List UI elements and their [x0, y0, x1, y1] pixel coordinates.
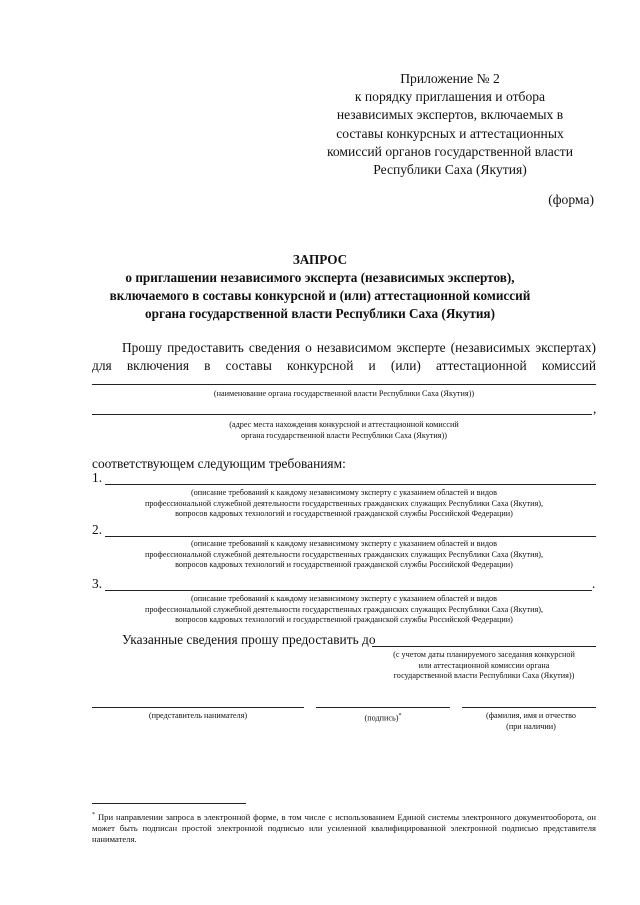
appendix-line: к порядку приглашения и отбора: [354, 89, 546, 105]
footnote-separator: [92, 803, 246, 804]
representative-field-line: [92, 707, 304, 708]
form-label: (форма): [548, 192, 594, 207]
requirement-number: 3.: [92, 576, 103, 591]
requirement-caption-line: профессиональной служебной деятельности государственных гражданских служащих Республики Саха (Якутия),: [144, 498, 544, 508]
full-name-caption-line: (при наличии): [506, 721, 556, 731]
appendix-line: независимых экспертов, включаемых в: [336, 107, 564, 123]
requirement-caption: [92, 594, 596, 626]
requirement-end-mark: .: [592, 576, 596, 591]
appendix-header: [300, 70, 600, 179]
requirements-intro: соответствующем следующим требованиям:: [92, 456, 346, 471]
requirement-number: 2.: [92, 522, 103, 537]
title-line: о приглашении независимого эксперта (независимых экспертов),: [125, 270, 515, 285]
footnote-marker: *: [398, 713, 402, 719]
full-name-caption-line: (фамилия, имя и отчество: [486, 711, 576, 720]
address-caption-line: органа государственной власти Республики Саха (Якутия)): [241, 430, 447, 440]
org-name-caption: (наименование органа государственной власти Республики Саха (Якутия)): [213, 389, 475, 398]
signature-field-line: [316, 707, 450, 708]
deadline-caption: [368, 650, 600, 682]
footnote: [92, 810, 596, 845]
representative-caption: (представитель нанимателя): [148, 711, 248, 720]
requirement-caption: [92, 539, 596, 571]
requirement-caption-line: (описание требований к каждому независимому эксперту с указанием областей и видов: [190, 488, 498, 497]
title-line: включаемого в составы конкурсной и (или) аттестационной комиссий: [109, 288, 531, 303]
deadline-field-line: [372, 646, 596, 647]
appendix-line: Приложение № 2: [400, 71, 500, 86]
requirement-caption-line: вопросов кадровых технологий и государственной гражданской службы Российской Федерации): [175, 509, 513, 519]
deadline-caption-line: или аттестационной комиссии органа: [418, 660, 550, 670]
full-name-field-line: [462, 707, 596, 708]
requirement-caption-line: вопросов кадровых технологий и государственной гражданской службы Российской Федерации): [175, 615, 513, 625]
deadline-caption-line: государственной власти Республики Саха (Якутия)): [393, 671, 575, 681]
appendix-line: комиссий органов государственной власти: [326, 143, 574, 159]
appendix-line: составы конкурсных и аттестационных: [336, 125, 564, 141]
appendix-line: Республики Саха (Якутия): [373, 162, 527, 178]
requirement-field-line: [105, 590, 592, 591]
requirement-number: 1.: [92, 470, 103, 485]
title-line: органа государственной власти Республики Саха (Якутия): [145, 306, 495, 321]
document-title: ЗАПРОС: [292, 252, 348, 267]
address-field-line: [92, 414, 592, 415]
signature-caption: [316, 711, 450, 724]
org-name-field-line: [92, 384, 596, 385]
deadline-text: Указанные сведения прошу предоставить до: [122, 632, 376, 647]
address-comma: ,: [593, 401, 597, 416]
request-line-1: Прошу предоставить сведения о независимом эксперте (независимых экспертах): [122, 340, 596, 355]
requirement-field-line: [105, 536, 596, 537]
request-line-2: для включения в составы конкурсной и (или) аттестационной комиссий: [92, 358, 596, 373]
requirement-caption-line: профессиональной служебной деятельности государственных гражданских служащих Республики Саха (Якутия),: [144, 604, 544, 614]
footnote-text: При направлении запроса в электронной форме, в том числе с использованием Единой системы электронного документооборота, он может быть подписан простой электронной подписью или усиленной квалифицированной электронной подписью представителя нанимателя.: [92, 811, 596, 845]
requirement-caption-line: профессиональной служебной деятельности государственных гражданских служащих Республики Саха (Якутия),: [144, 549, 544, 559]
signature-caption-text: (подпись): [364, 713, 399, 723]
requirement-caption-line: (описание требований к каждому независимому эксперту с указанием областей и видов: [190, 539, 498, 548]
footnote-mark: *: [92, 812, 95, 818]
deadline-caption-line: (с учетом даты планируемого заседания конкурсной: [393, 650, 575, 659]
address-caption: [92, 420, 596, 441]
requirement-caption: [92, 488, 596, 520]
requirement-caption-line: (описание требований к каждому независимому эксперту с указанием областей и видов: [190, 594, 498, 603]
full-name-caption: [456, 711, 606, 732]
address-caption-line: (адрес места нахождения конкурсной и аттестационной комиссий: [229, 420, 459, 429]
requirement-caption-line: вопросов кадровых технологий и государственной гражданской службы Российской Федерации): [175, 560, 513, 570]
requirement-field-line: [105, 484, 596, 485]
